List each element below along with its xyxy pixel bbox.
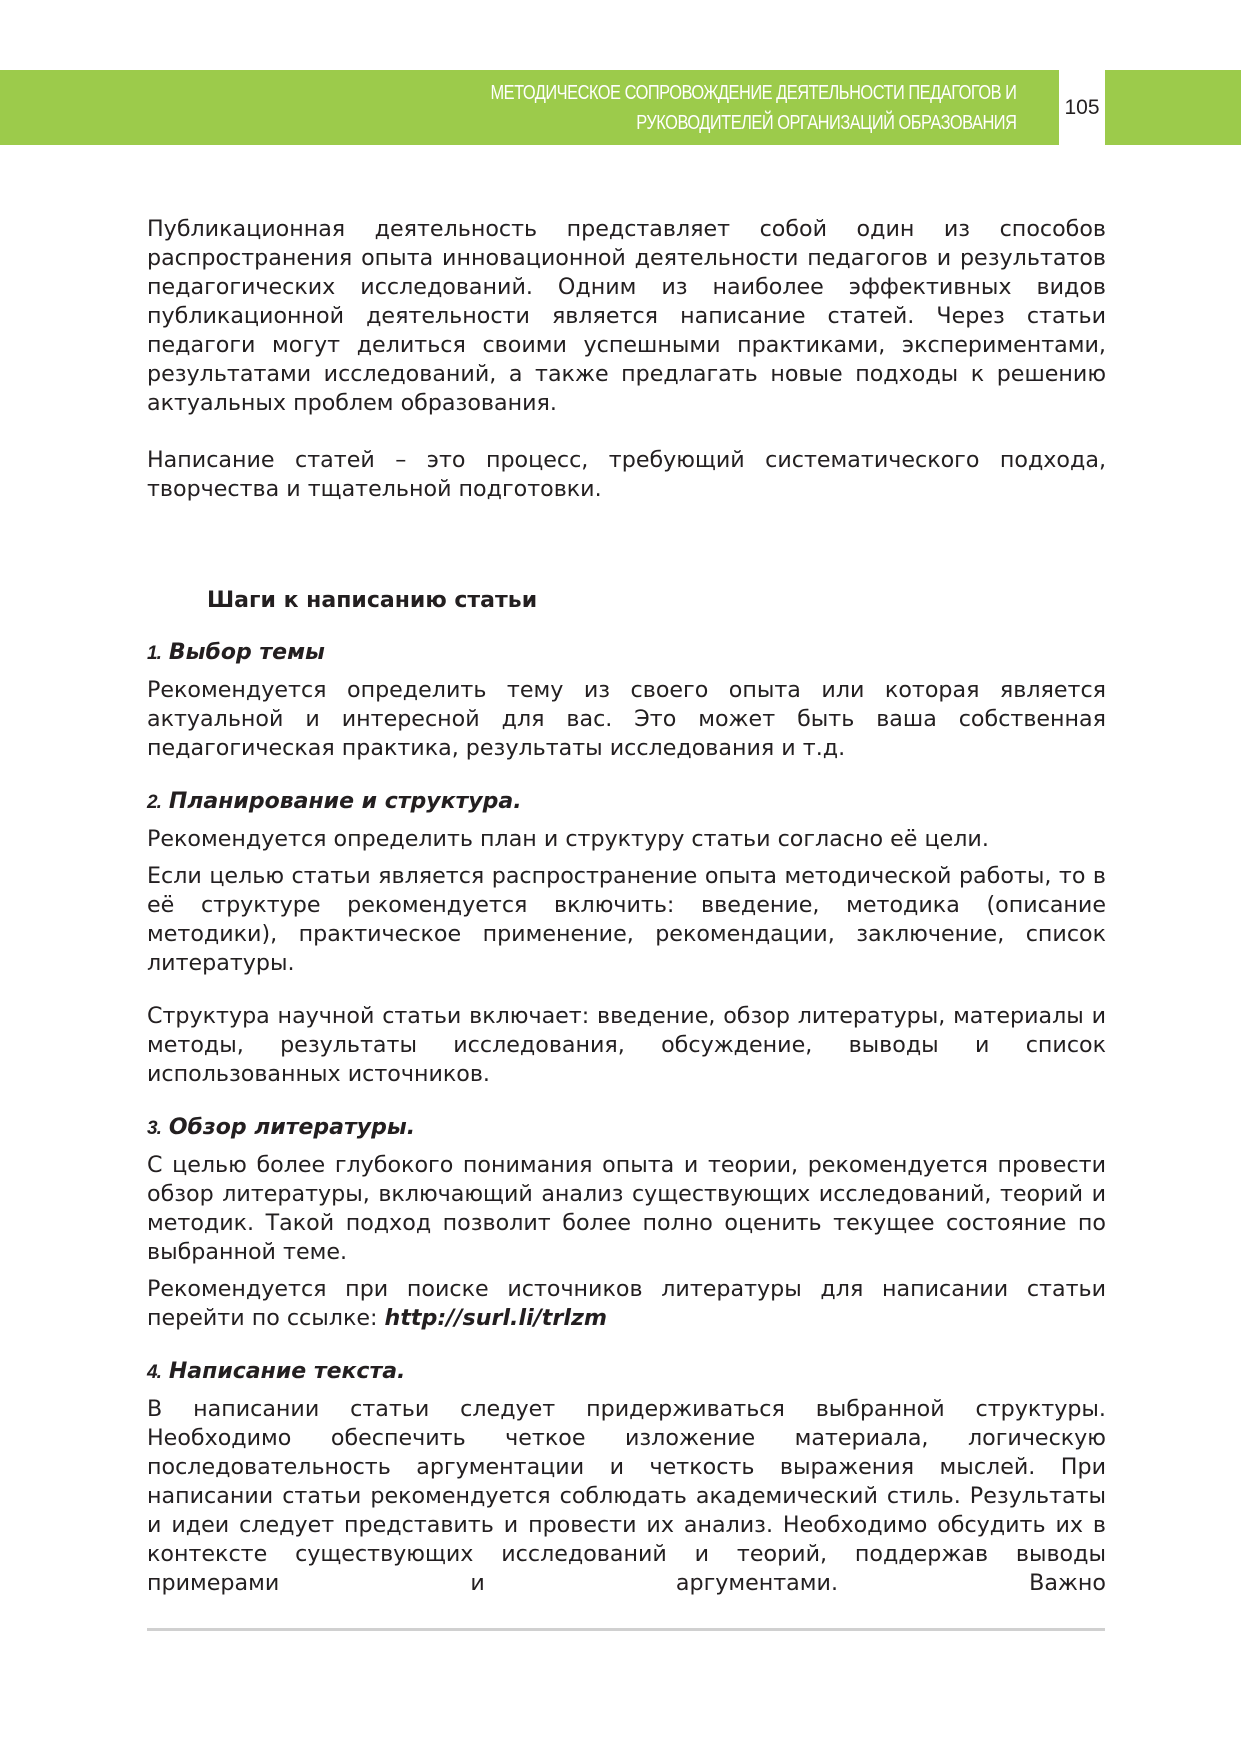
running-header-title	[490, 78, 1016, 138]
step-2-number: 2.	[147, 792, 161, 813]
step-3-number: 3.	[147, 1118, 161, 1139]
step-3-heading	[147, 1113, 1106, 1143]
step-3-paragraph-2-text: Рекомендуется при поиске источников литературы для написании статьи перейти по ссылке:	[147, 1276, 1106, 1331]
footer-rule	[147, 1628, 1105, 1631]
step-1-paragraph-1: Рекомендуется определить тему из своего опыта или которая является актуальной и интересной для вас. Это может быть ваша собственная педагогическая практика, результаты исследования и т.д.	[147, 677, 1106, 761]
header-band-right	[1105, 70, 1241, 145]
step-2-title: Планирование и структура.	[168, 789, 522, 814]
running-header-line-2: РУКОВОДИТЕЛЕЙ ОРГАНИЗАЦИЙ ОБРАЗОВАНИЯ	[635, 112, 1016, 134]
step-3-paragraph-2	[147, 1275, 1106, 1333]
step-3-title: Обзор литературы.	[168, 1115, 416, 1140]
step-2-paragraph-2: Если целью статьи является распространение опыта методической работы, то в её структуре рекомендуется включить: введение, методика (описание методики), практическое применение, рекомендации, заключение, список литературы.	[147, 863, 1106, 976]
running-header-line-1: МЕТОДИЧЕСКОЕ СОПРОВОЖДЕНИЕ ДЕЯТЕЛЬНОСТИ ПЕДАГОГОВ И	[489, 82, 1016, 104]
step-4-paragraph-1: В написании статьи следует придерживаться выбранной структуры. Необходимо обеспечить четкое изложение материала, логическую последовательность аргументации и четкость выражения мыслей. При написании статьи рекомендуется соблюдать академический стиль. Результаты и идеи следует представить и провести их анализ. Необходимо обсудить их в контексте существующих исследований и теорий, поддержав выводы примерами и аргументами. Важно	[147, 1396, 1106, 1596]
step-2-paragraph-3: Структура научной статьи включает: введение, обзор литературы, материалы и методы, результаты исследования, обсуждение, выводы и список использованных источников.	[147, 1003, 1106, 1087]
page-body	[147, 215, 1106, 1598]
step-4-heading	[147, 1357, 1106, 1387]
intro-paragraph-2: Написание статей – это процесс, требующий систематического подхода, творчества и тщательной подготовки.	[147, 447, 1106, 502]
step-4-number: 4.	[147, 1362, 161, 1383]
intro-paragraph-1: Публикационная деятельность представляет собой один из способов распространения опыта инновационной деятельности педагогов и результатов педагогических исследований. Одним из наиболее эффективных видов публикационной деятельности является написание статей. Через статьи педагоги могут делиться своими успешными практиками, экспериментами, результатами исследований, а также предлагать новые подходы к решению актуальных проблем образования.	[147, 216, 1106, 416]
step-2-paragraph-1: Рекомендуется определить план и структуру статьи согласно её цели.	[147, 826, 989, 852]
page-number: 105	[1064, 96, 1100, 119]
step-1-heading	[147, 638, 1106, 668]
step-1-number: 1.	[147, 643, 161, 664]
step-4-title: Написание текста.	[168, 1359, 406, 1384]
step-3-paragraph-1: С целью более глубокого понимания опыта и теории, рекомендуется провести обзор литературы, включающий анализ существующих исследований, теорий и методик. Такой подход позволит более полно оценить текущее состояние по выбранной теме.	[147, 1152, 1106, 1265]
literature-link[interactable]: http://surl.li/trlzm	[384, 1305, 607, 1331]
step-2-heading	[147, 787, 1106, 817]
section-title: Шаги к написанию статьи	[207, 588, 538, 613]
step-1-title: Выбор темы	[168, 640, 325, 665]
